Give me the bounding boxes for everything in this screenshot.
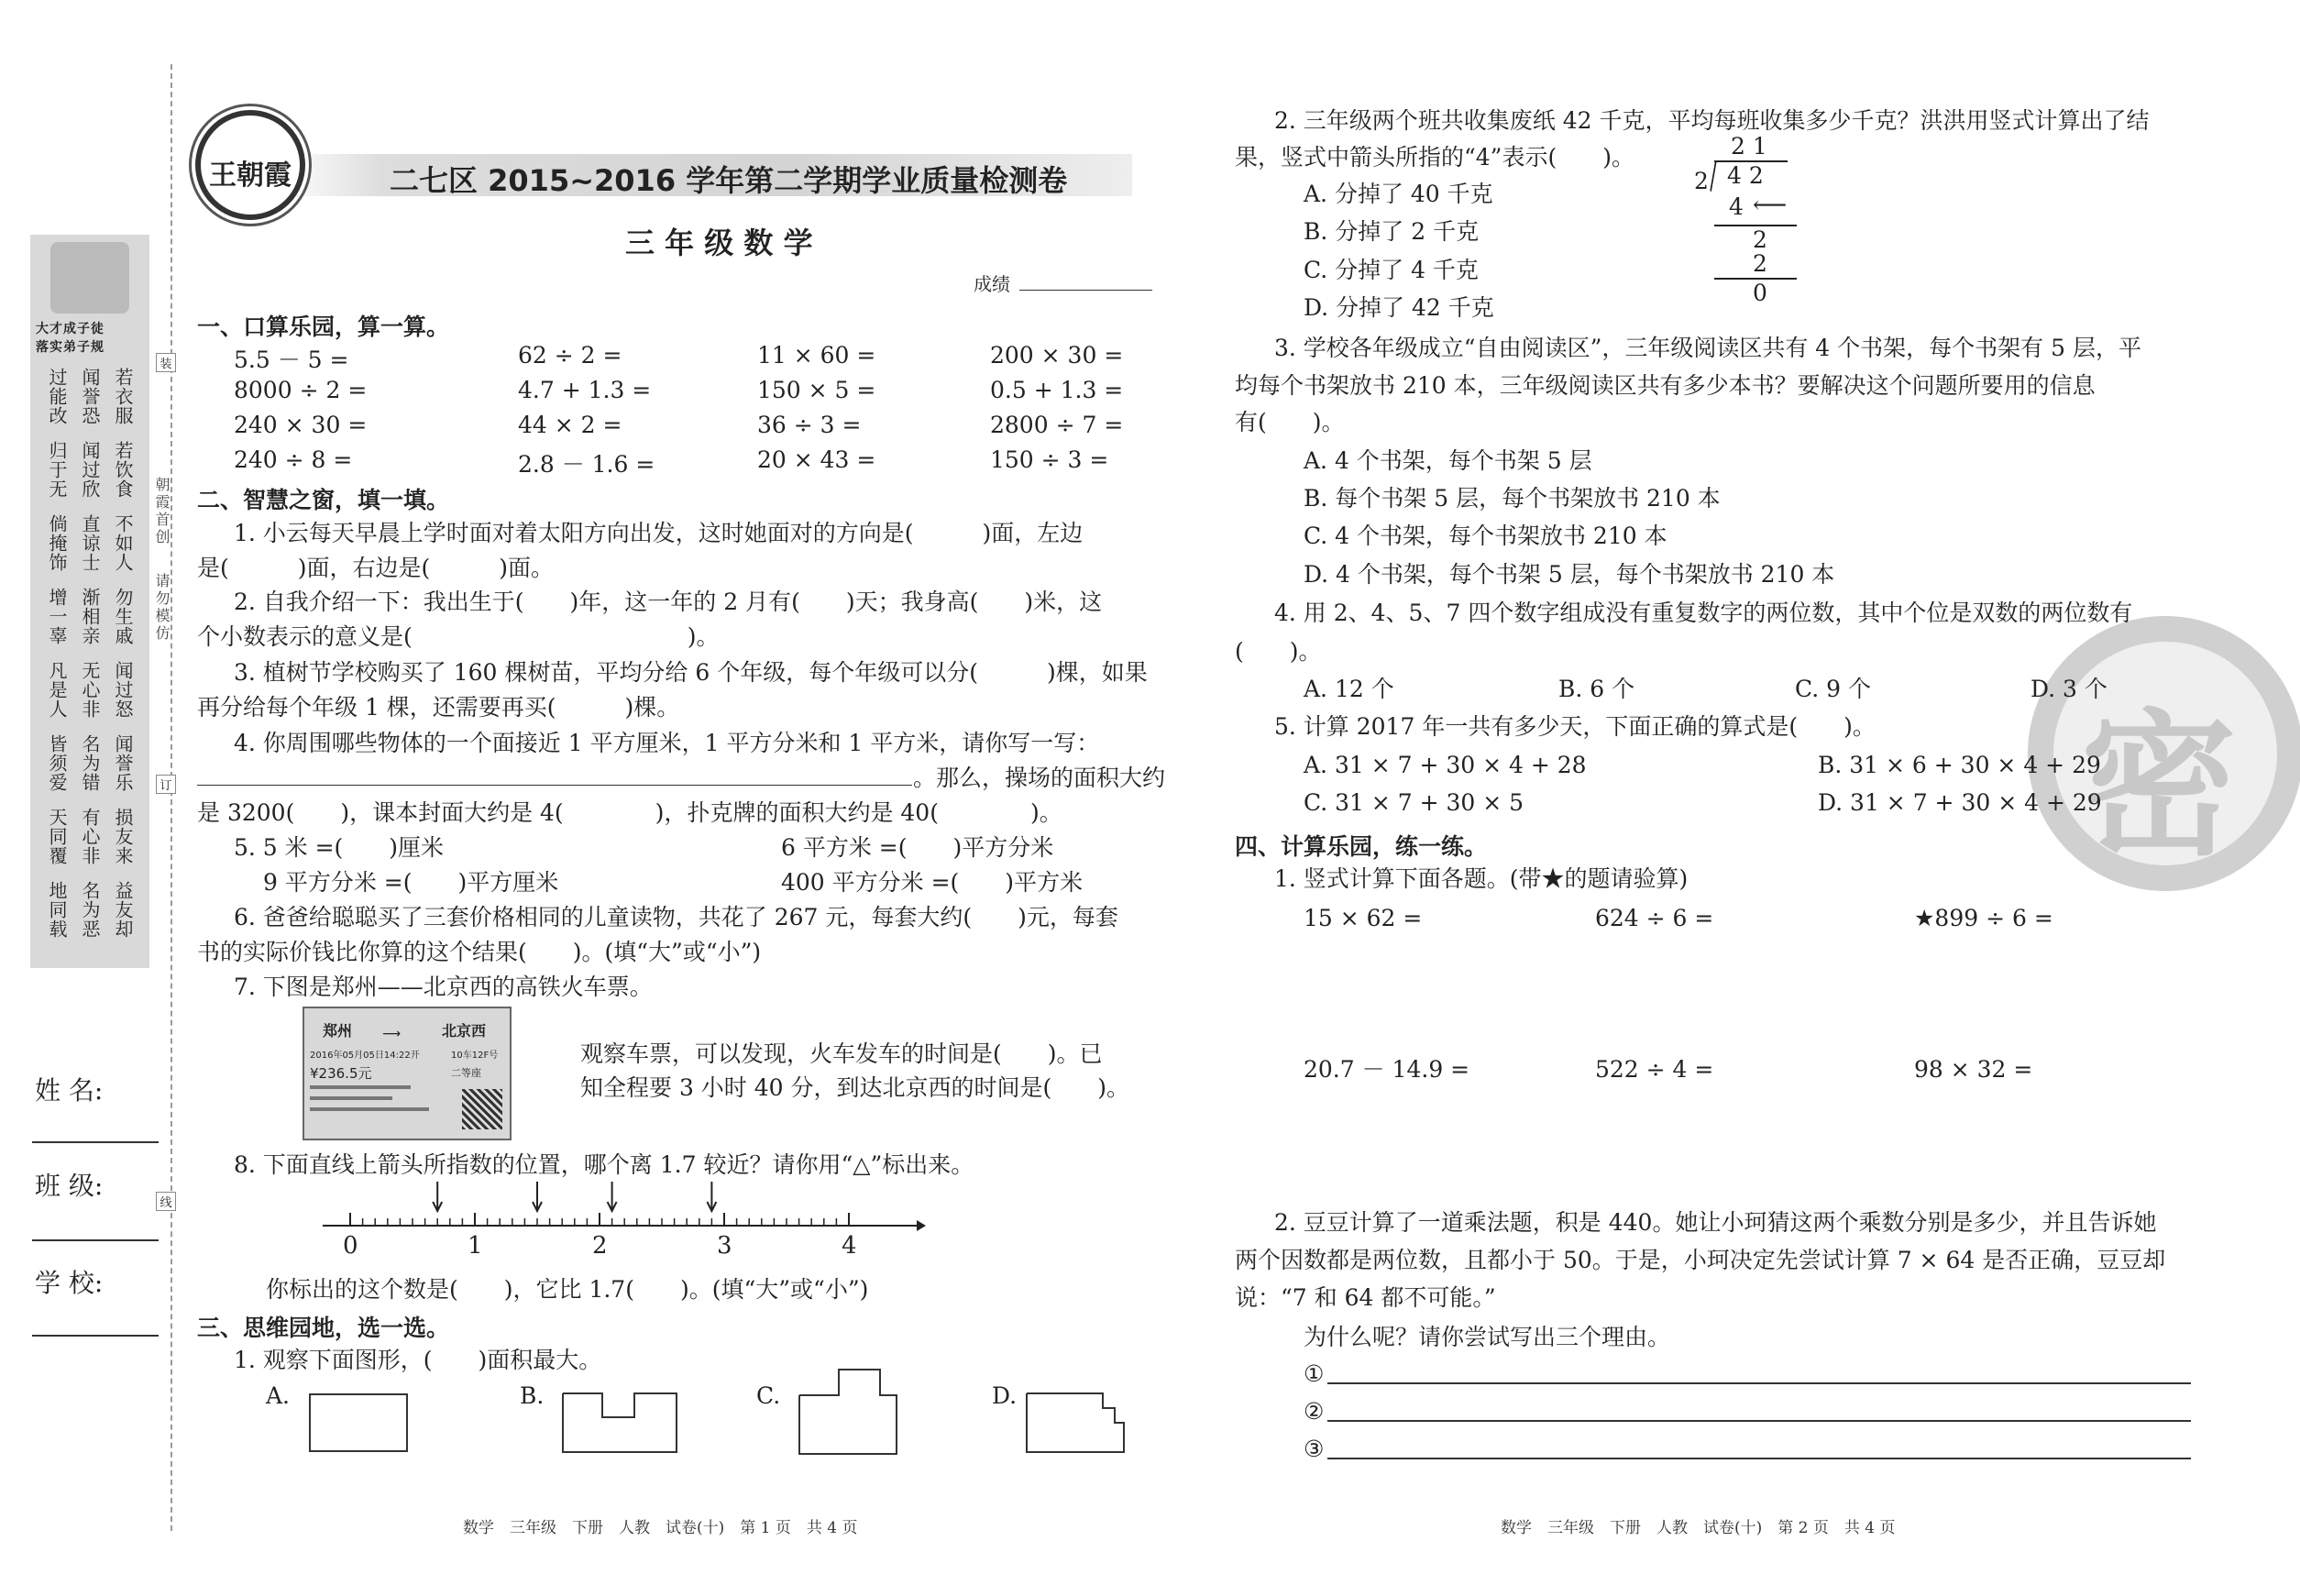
- sidebar-banner-1: 大才成子徒: [36, 322, 105, 336]
- r-q4-opt-d[interactable]: D. 3 个: [2030, 676, 2107, 702]
- name-field[interactable]: [32, 1141, 159, 1143]
- section2-heading: 二、智慧之窗，填一填。: [197, 487, 450, 513]
- q2-7-line1: 7. 下图是郑州——北京西的高铁火车票。: [234, 974, 653, 1000]
- q2-8-line2: 你标出的这个数是( )，它比 1.7( )。(填“大”或“小”): [266, 1276, 869, 1303]
- pointer-arrow-icon: ⟵: [1753, 192, 1788, 219]
- class-field[interactable]: [32, 1239, 159, 1241]
- calc-5: 522 ÷ 4 =: [1595, 1056, 1714, 1083]
- oral-calc-item: 240 ÷ 8 =: [234, 446, 353, 473]
- calc-3: ★899 ÷ 6 =: [1914, 905, 2053, 931]
- tick-label: 1: [468, 1232, 483, 1260]
- option-b-label[interactable]: B.: [520, 1382, 545, 1409]
- cut-line: [171, 64, 172, 1531]
- oral-calc-item: 20 × 43 =: [757, 446, 876, 473]
- poem-column: 闻誉乐: [112, 734, 134, 792]
- oral-calc-item: 5.5 － 5 =: [234, 347, 349, 373]
- poem-column: 有心非: [79, 808, 101, 865]
- shape-c: [798, 1368, 898, 1456]
- r-q2-line1: 2. 三年级两个班共收集废纸 42 千克，平均每班收集多少千克？洪洪用竖式计算出了结: [1274, 107, 2150, 134]
- q2-7-line3: 知全程要 3 小时 40 分，到达北京西的时间是( )。: [580, 1074, 1130, 1101]
- note-original: 朝霞首创: [153, 477, 171, 546]
- oral-calc-item: 8000 ÷ 2 =: [234, 377, 368, 403]
- poem-column: 直谅士: [79, 514, 101, 572]
- r-q3-line3: 有( )。: [1235, 409, 1345, 435]
- r-q4-opt-a[interactable]: A. 12 个: [1304, 676, 1394, 702]
- poem-column: 名为错: [79, 734, 101, 792]
- r-q2-opt-b[interactable]: B. 分掉了 2 千克: [1304, 218, 1480, 245]
- oral-calc-item: 200 × 30 =: [990, 342, 1124, 369]
- poem-column: 闻誉恐: [79, 368, 101, 425]
- conv-5a: 5. 5 米 =( )厘米: [234, 834, 445, 861]
- poem-column: 若衣服: [112, 368, 134, 425]
- shape-d: [1025, 1392, 1128, 1456]
- r-s4-q2-line2: 两个因数都是两位数，且都小于 50。于是，小珂决定先尝试计算 7 × 64 是否正确，豆豆却: [1235, 1247, 2166, 1273]
- q2-1-line1: 1. 小云每天早晨上学时面对着太阳方向出发，这时她面对的方向是( )面，左边: [234, 520, 1084, 546]
- oral-calc-item: 44 × 2 =: [518, 412, 622, 438]
- reason-3-line[interactable]: [1327, 1458, 2191, 1459]
- score-label: 成绩: [974, 273, 1010, 295]
- exam-title: 二七区 2015~2016 学年第二学期学业质量检测卷: [390, 163, 1068, 198]
- conv-5b: 9 平方分米 =( )平方厘米: [263, 869, 559, 896]
- r-q2-opt-d[interactable]: D. 分掉了 42 千克: [1304, 294, 1494, 321]
- poem-column: 倘掩饰: [46, 514, 68, 572]
- seal-mark-3: 线: [156, 1192, 176, 1211]
- poem-column: 地同载: [46, 881, 68, 939]
- q2-7-line2: 观察车票，可以发现，火车发车的时间是( )。已: [580, 1040, 1103, 1067]
- ticket-seat-no: 10车12F号: [451, 1051, 499, 1061]
- section3-heading: 三、思维园地，选一选。: [197, 1315, 450, 1341]
- r-q2-opt-c[interactable]: C. 分掉了 4 千克: [1304, 257, 1479, 283]
- poem-column: 闻过怒: [112, 661, 134, 719]
- poem-column: 损友来: [112, 808, 134, 865]
- q2-4-answer-line[interactable]: [197, 785, 912, 786]
- sidebar-strip: [30, 235, 149, 968]
- name-label: 姓 名:: [35, 1075, 104, 1106]
- reason-3-marker: ③: [1304, 1436, 1325, 1462]
- option-c-label[interactable]: C.: [756, 1382, 781, 1409]
- seal-mark-1: 装: [156, 353, 176, 372]
- oral-calc-item: 2800 ÷ 7 =: [990, 412, 1124, 438]
- tick-label: 3: [717, 1232, 732, 1260]
- q2-2-line1: 2. 自我介绍一下：我出生于( )年，这一年的 2 月有( )天；我身高( )米，这: [234, 589, 1103, 615]
- down-arrow-icon: [533, 1182, 542, 1211]
- q2-2-line2: 个小数表示的意义是( )。: [197, 623, 720, 650]
- option-a-label[interactable]: A.: [266, 1382, 291, 1409]
- calc-6: 98 × 32 =: [1914, 1056, 2033, 1083]
- conv-6a: 6 平方米 =( )平方分米: [781, 834, 1054, 861]
- tick-label: 2: [592, 1232, 608, 1260]
- q3-1: 1. 观察下面图形，( )面积最大。: [234, 1347, 602, 1373]
- q2-4-line2: 。那么，操场的面积大约: [913, 765, 1166, 791]
- shape-a: [309, 1393, 408, 1452]
- ticket-arrow: ⟶: [382, 1027, 402, 1041]
- calc-4: 20.7 － 14.9 =: [1304, 1056, 1470, 1083]
- long-division: [1687, 133, 1806, 321]
- tick-label: 0: [343, 1232, 358, 1260]
- section1-heading: 一、口算乐园，算一算。: [197, 314, 450, 340]
- reason-1-marker: ①: [1304, 1360, 1325, 1387]
- div-sub1: 4: [1729, 193, 1744, 220]
- option-d-label[interactable]: D.: [992, 1382, 1018, 1409]
- subject-title: 三 年 级 数 学: [625, 226, 813, 260]
- q2-3-line2: 再分给每个年级 1 棵，还需要再买( )棵。: [197, 694, 680, 721]
- div-remainder: 0: [1753, 280, 1767, 306]
- scholar-illustration: [50, 242, 129, 314]
- reason-2-line[interactable]: [1327, 1420, 2191, 1422]
- down-arrow-icon: [433, 1182, 442, 1211]
- poem-column: 不如人: [112, 514, 134, 572]
- r-q2-line2: 果，竖式中箭头所指的“4”表示( )。: [1235, 144, 1634, 171]
- conv-6b: 400 平方分米 =( )平方米: [781, 869, 1084, 896]
- ticket-price: ¥236.5元: [310, 1065, 372, 1082]
- poem-column: 无心非: [79, 661, 101, 719]
- poem-column: 过能改: [46, 368, 68, 425]
- watermark-seal: 密: [2028, 616, 2300, 891]
- ticket-date: 2016年05月05日14:22开: [310, 1051, 420, 1061]
- r-s4-q2-line3: 说：“7 和 64 都不可能。”: [1235, 1284, 1496, 1311]
- ticket-seat-class: 二等座: [451, 1067, 481, 1079]
- q2-4-line3: 是 3200( )，课本封面大约是 4( )，扑克牌的面积大约是 40( )。: [197, 799, 1062, 826]
- reason-1-line[interactable]: [1327, 1382, 2191, 1384]
- poem-column: 闻过欣: [79, 441, 101, 499]
- r-q2-opt-a[interactable]: A. 分掉了 40 千克: [1304, 181, 1493, 207]
- r-q5-opt-b[interactable]: B. 31 × 6 + 30 × 4 + 29: [1818, 752, 2101, 778]
- oral-calc-item: 4.7 + 1.3 =: [518, 377, 652, 403]
- train-ticket-image: [303, 1007, 512, 1140]
- poem-column: 渐相亲: [79, 588, 101, 645]
- oral-calc-item: 2.8 － 1.6 =: [518, 451, 655, 478]
- poem-column: 天同覆: [46, 808, 68, 865]
- sidebar-banner-2: 落实弟子规: [36, 340, 105, 355]
- oral-calc-item: 150 × 5 =: [757, 377, 876, 403]
- logo: [195, 110, 305, 220]
- poem-column: 若饮食: [112, 441, 134, 499]
- q2-4-line1: 4. 你周围哪些物体的一个面接近 1 平方厘米，1 平方分米和 1 平方米，请你写一写：: [234, 730, 1100, 756]
- div-sub2: 2: [1753, 250, 1767, 277]
- note-no-copy: 请勿模仿: [153, 573, 171, 643]
- r-q3-opt-b[interactable]: B. 每个书架 5 层，每个书架放书 210 本: [1304, 485, 1721, 512]
- r-q3-opt-c[interactable]: C. 4 个书架，每个书架放书 210 本: [1304, 523, 1667, 549]
- poem-column: 益友却: [112, 881, 134, 939]
- score-field[interactable]: [1019, 290, 1152, 291]
- footer-right: 数学 三年级 下册 人教 试卷(十) 第 2 页 共 4 页: [1501, 1519, 1896, 1537]
- ticket-to: 北京西: [442, 1022, 487, 1040]
- r-q5: 5. 计算 2017 年一共有多少天，下面正确的算式是( )。: [1274, 713, 1876, 740]
- reason-2-marker: ②: [1304, 1398, 1325, 1425]
- q2-6-line2: 书的实际价钱比你算的这个结果( )。(填“大”或“小”): [197, 939, 762, 965]
- oral-calc-item: 11 × 60 =: [757, 342, 876, 369]
- r-q5-opt-a[interactable]: A. 31 × 7 + 30 × 4 + 28: [1304, 752, 1587, 778]
- shape-b: [561, 1392, 680, 1456]
- r-q4-opt-c[interactable]: C. 9 个: [1795, 676, 1871, 702]
- poem-column: 皆须爱: [46, 734, 68, 792]
- div-divisor: 2: [1694, 168, 1709, 194]
- number-line: [321, 1178, 926, 1270]
- oral-calc-item: 62 ÷ 2 =: [518, 342, 622, 369]
- class-label: 班 级:: [35, 1171, 104, 1201]
- oral-calc-item: 150 ÷ 3 =: [990, 446, 1109, 473]
- rules-poem: [30, 368, 149, 963]
- r-q3-line2: 均每个书架放书 210 本，三年级阅读区共有多少本书？要解决这个问题所要用的信息: [1235, 372, 2096, 399]
- r-q3-line1: 3. 学校各年级成立“自由阅读区”，三年级阅读区共有 4 个书架，每个书架有 5 层，平: [1274, 335, 2141, 361]
- q2-6-line1: 6. 爸爸给聪聪买了三套价格相同的儿童读物，共花了 267 元，每套大约( )元，每套: [234, 904, 1118, 930]
- section4-heading: 四、计算乐园，练一练。: [1235, 833, 1488, 860]
- r-q5-opt-c[interactable]: C. 31 × 7 + 30 × 5: [1304, 789, 1524, 816]
- r-q4-opt-b[interactable]: B. 6 个: [1558, 676, 1635, 702]
- oral-calc-item: 240 × 30 =: [234, 412, 368, 438]
- r-q3-opt-d[interactable]: D. 4 个书架，每个书架 5 层，每个书架放书 210 本: [1304, 561, 1835, 588]
- poem-column: 名为恶: [79, 881, 101, 939]
- ticket-from: 郑州: [323, 1022, 353, 1040]
- calc-1: 15 × 62 =: [1304, 905, 1423, 931]
- logo-text: 王朝霞: [209, 160, 292, 192]
- div-quotient: 2 1: [1731, 133, 1767, 160]
- ticket-qr-code: [462, 1089, 502, 1129]
- q2-8-line1: 8. 下面直线上箭头所指数的位置，哪个离 1.7 较近？请你用“△”标出来。: [234, 1151, 974, 1178]
- r-q4-line2: ( )。: [1235, 638, 1322, 665]
- q2-3-line1: 3. 植树节学校购买了 160 棵树苗，平均分给 6 个年级，每个年级可以分( )棵，如果: [234, 659, 1148, 686]
- r-s4-q2-line4: 为什么呢？请你尝试写出三个理由。: [1304, 1324, 1671, 1350]
- r-q5-opt-d[interactable]: D. 31 × 7 + 30 × 4 + 29: [1818, 789, 2102, 816]
- r-q3-opt-a[interactable]: A. 4 个书架，每个书架 5 层: [1304, 447, 1592, 474]
- poem-column: 勿生戚: [112, 588, 134, 645]
- seal-mark-2: 订: [156, 775, 176, 794]
- q2-1-line2: 是( )面，右边是( )面。: [197, 555, 555, 581]
- school-label: 学 校:: [35, 1268, 104, 1298]
- footer-left: 数学 三年级 下册 人教 试卷(十) 第 1 页 共 4 页: [463, 1519, 858, 1537]
- poem-column: 增一辜: [46, 588, 68, 645]
- down-arrow-icon: [608, 1182, 617, 1211]
- calc-2: 624 ÷ 6 =: [1595, 905, 1714, 931]
- tick-label: 4: [842, 1232, 857, 1260]
- school-field[interactable]: [32, 1335, 159, 1337]
- oral-calc-item: 0.5 + 1.3 =: [990, 377, 1124, 403]
- r-q4-line1: 4. 用 2、4、5、7 四个数字组成没有重复数字的两位数，其中个位是双数的两位数有: [1274, 600, 2133, 626]
- down-arrow-icon: [707, 1182, 716, 1211]
- oral-calc-item: 36 ÷ 3 =: [757, 412, 862, 438]
- div-r1: 2: [1753, 226, 1767, 253]
- r-s4-q1: 1. 竖式计算下面各题。(带★的题请验算): [1274, 865, 1689, 892]
- div-dividend: 4 2: [1727, 162, 1764, 189]
- r-s4-q2-line1: 2. 豆豆计算了一道乘法题，积是 440。她让小珂猜这两个乘数分别是多少，并且告诉她: [1274, 1209, 2157, 1236]
- poem-column: 凡是人: [46, 661, 68, 719]
- poem-column: 归于无: [46, 441, 68, 499]
